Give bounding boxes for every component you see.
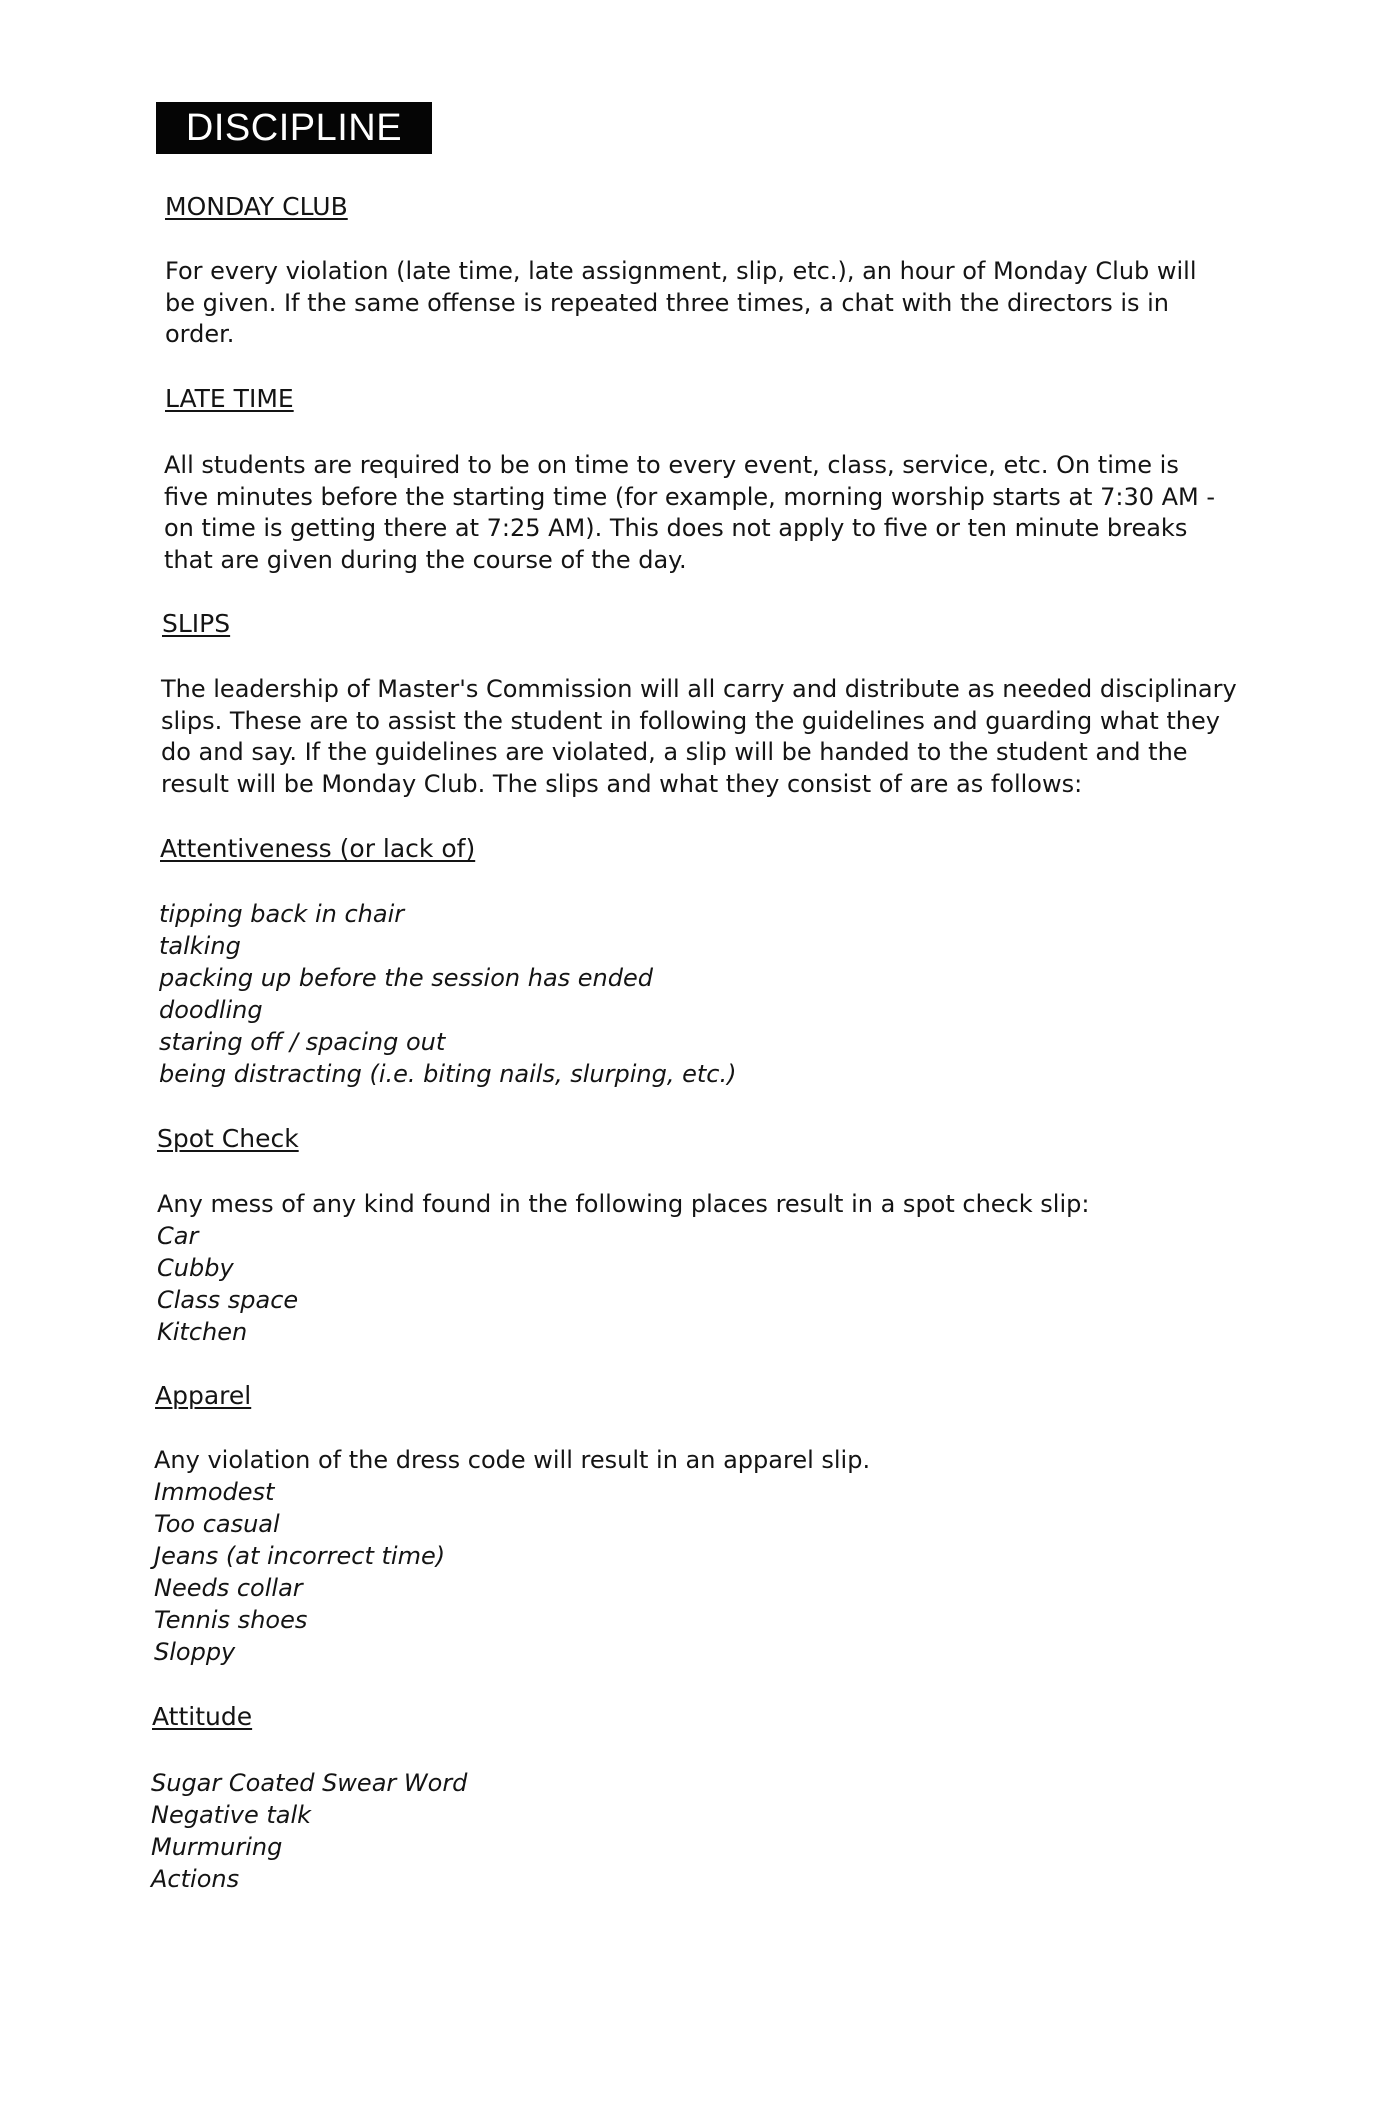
list-item: talking bbox=[159, 932, 241, 960]
apparel-list bbox=[154, 1444, 870, 1668]
spot-check-list bbox=[157, 1188, 1089, 1348]
paragraph-line: on time is getting there at 7:25 AM). This does not apply to five or ten minute breaks bbox=[164, 514, 1188, 542]
list-item: Kitchen bbox=[157, 1318, 248, 1346]
list-item: Class space bbox=[157, 1286, 299, 1314]
slips-paragraph bbox=[161, 674, 1237, 800]
apparel-intro: Any violation of the dress code will result in an apparel slip. bbox=[154, 1446, 871, 1474]
list-item: Sloppy bbox=[154, 1638, 236, 1666]
paragraph-line: be given. If the same offense is repeated three times, a chat with the directors is in bbox=[165, 288, 1170, 317]
subheading-spot-check: Spot Check bbox=[157, 1124, 299, 1153]
section-heading-monday-club: MONDAY CLUB bbox=[165, 192, 348, 221]
list-item: tipping back in chair bbox=[159, 900, 405, 928]
list-item: Too casual bbox=[154, 1510, 280, 1538]
list-item: packing up before the session has ended bbox=[159, 964, 653, 992]
attentiveness-list bbox=[159, 898, 736, 1090]
list-item: Car bbox=[157, 1222, 199, 1250]
paragraph-line: that are given during the course of the day. bbox=[164, 545, 687, 574]
list-item: Murmuring bbox=[151, 1833, 283, 1861]
paragraph-line: do and say. If the guidelines are violated, a slip will be handed to the student and the bbox=[161, 738, 1188, 766]
paragraph-line: slips. These are to assist the student in following the guidelines and guarding what they bbox=[161, 706, 1220, 735]
paragraph-line: result will be Monday Club. The slips and what they consist of are as follows: bbox=[161, 769, 1083, 798]
paragraph-line: All students are required to be on time to every event, class, service, etc. On time is bbox=[164, 451, 1179, 479]
list-item: Jeans (at incorrect time) bbox=[154, 1542, 446, 1570]
list-item: Sugar Coated Swear Word bbox=[151, 1769, 468, 1797]
section-heading-late-time: LATE TIME bbox=[165, 384, 294, 413]
paragraph-line: five minutes before the starting time (for example, morning worship starts at 7:30 AM - bbox=[164, 482, 1216, 511]
attitude-list bbox=[151, 1767, 467, 1895]
paragraph-line: order. bbox=[165, 320, 235, 348]
list-item: Needs collar bbox=[154, 1574, 303, 1602]
list-item: being distracting (i.e. biting nails, slurping, etc.) bbox=[159, 1060, 737, 1088]
list-item: Negative talk bbox=[151, 1801, 312, 1829]
section-heading-slips: SLIPS bbox=[162, 609, 231, 638]
subheading-attitude: Attitude bbox=[152, 1702, 253, 1731]
paragraph-line: The leadership of Master's Commission will all carry and distribute as needed disciplinary bbox=[161, 675, 1237, 703]
spot-check-intro: Any mess of any kind found in the following places result in a spot check slip: bbox=[157, 1190, 1090, 1218]
list-item: staring off / spacing out bbox=[159, 1028, 446, 1056]
page-title: DISCIPLINE bbox=[156, 102, 432, 154]
subheading-attentiveness: Attentiveness (or lack of) bbox=[160, 834, 476, 863]
list-item: Cubby bbox=[157, 1254, 234, 1282]
late-time-paragraph bbox=[164, 450, 1215, 576]
subheading-apparel: Apparel bbox=[155, 1381, 252, 1410]
list-item: Actions bbox=[151, 1865, 240, 1893]
list-item: doodling bbox=[159, 996, 263, 1024]
monday-club-paragraph bbox=[165, 256, 1197, 351]
list-item: Immodest bbox=[154, 1478, 275, 1506]
list-item: Tennis shoes bbox=[154, 1606, 308, 1634]
paragraph-line: For every violation (late time, late assignment, slip, etc.), an hour of Monday Club will bbox=[165, 257, 1197, 285]
